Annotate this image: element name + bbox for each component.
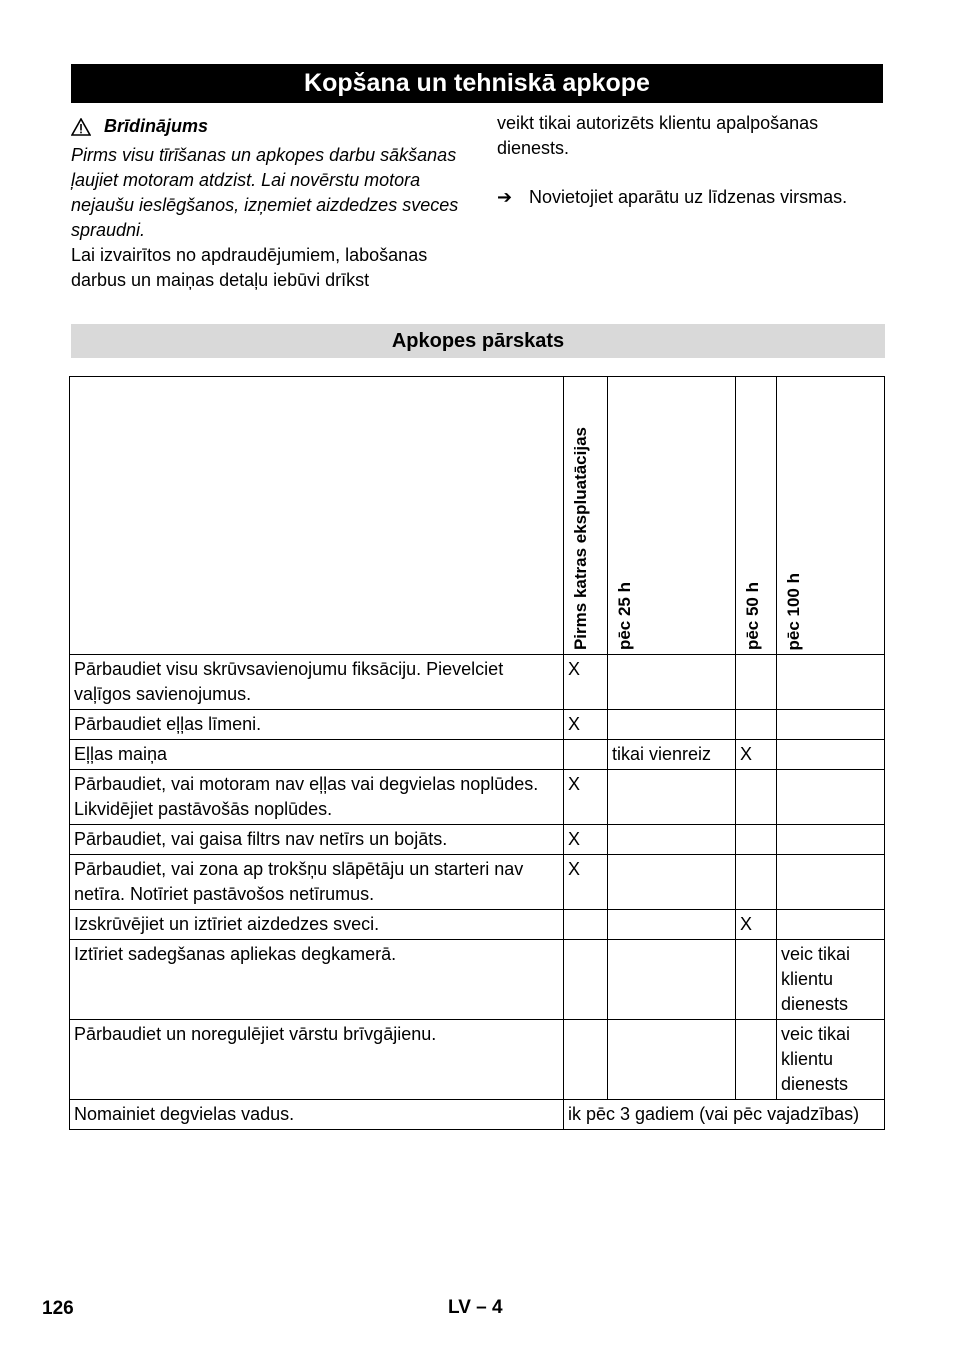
table-row bbox=[70, 855, 885, 910]
25h-cell bbox=[608, 655, 736, 710]
right-column bbox=[497, 111, 883, 210]
task-cell: Izskrūvējiet un iztīriet aizdedzes sveci. bbox=[70, 910, 564, 940]
task-cell: Pārbaudiet eļļas līmeni. bbox=[70, 710, 564, 740]
table-row bbox=[70, 655, 885, 710]
task-cell: Pārbaudiet visu skrūvsavienojumu fiksāciju. Pievelciet vaļīgos savienojumus. bbox=[70, 655, 564, 710]
page-number: 126 bbox=[42, 1298, 74, 1319]
warning-heading bbox=[71, 114, 466, 139]
100h-cell: veic tikai klientu dienests bbox=[777, 940, 885, 1020]
100h-cell bbox=[777, 655, 885, 710]
instruction-item bbox=[497, 185, 883, 210]
100h-cell bbox=[777, 910, 885, 940]
50h-cell bbox=[736, 1020, 777, 1100]
25h-cell bbox=[608, 710, 736, 740]
50h-cell bbox=[736, 940, 777, 1020]
warning-heading-text: Brīdinājums bbox=[104, 116, 209, 136]
50h-cell bbox=[736, 855, 777, 910]
section-title: Apkopes pārskats bbox=[71, 324, 885, 358]
table-row bbox=[70, 910, 885, 940]
table-row bbox=[70, 770, 885, 825]
task-cell: Eļļas maiņa bbox=[70, 740, 564, 770]
25h-cell bbox=[608, 910, 736, 940]
before-use-cell bbox=[564, 1020, 608, 1100]
arrow-right-icon: ➔ bbox=[497, 187, 513, 207]
100h-cell bbox=[777, 855, 885, 910]
100h-cell: veic tikai klientu dienests bbox=[777, 1020, 885, 1100]
25h-cell bbox=[608, 770, 736, 825]
100h-cell bbox=[777, 710, 885, 740]
50h-cell bbox=[736, 710, 777, 740]
warning-block bbox=[71, 114, 466, 293]
table-row bbox=[70, 940, 885, 1020]
task-cell: Pārbaudiet, vai zona ap trokšņu slāpētāju un starteri nav netīra. Notīriet pastāvošos netīrumus. bbox=[70, 855, 564, 910]
before-use-cell: X bbox=[564, 655, 608, 710]
maintenance-table bbox=[69, 376, 885, 1130]
warning-normal-text: Lai izvairītos no apdraudējumiem, labošanas darbus un maiņas detaļu iebūvi drīkst bbox=[71, 245, 428, 290]
instruction-text: Novietojiet aparātu uz līdzenas virsmas. bbox=[529, 187, 848, 207]
task-cell: Pārbaudiet, vai gaisa filtrs nav netīrs un bojāts. bbox=[70, 825, 564, 855]
before-use-cell bbox=[564, 940, 608, 1020]
header-25h: pēc 25 h bbox=[608, 377, 736, 655]
25h-cell bbox=[608, 940, 736, 1020]
before-use-cell bbox=[564, 740, 608, 770]
50h-cell: X bbox=[736, 910, 777, 940]
before-use-cell: X bbox=[564, 855, 608, 910]
page-title: Kopšana un tehniskā apkope bbox=[71, 64, 883, 103]
50h-cell bbox=[736, 655, 777, 710]
50h-cell: X bbox=[736, 740, 777, 770]
task-cell: Pārbaudiet un noregulējiet vārstu brīvgājienu. bbox=[70, 1020, 564, 1100]
table-row bbox=[70, 710, 885, 740]
before-use-cell: X bbox=[564, 825, 608, 855]
header-100h: pēc 100 h bbox=[777, 377, 885, 655]
task-cell: Pārbaudiet, vai motoram nav eļļas vai degvielas noplūdes. Likvidējiet pastāvošās noplūdes. bbox=[70, 770, 564, 825]
100h-cell bbox=[777, 770, 885, 825]
before-use-cell bbox=[564, 910, 608, 940]
table-header-row bbox=[70, 377, 885, 655]
warning-italic-text: Pirms visu tīrīšanas un apkopes darbu sākšanas ļaujiet motoram atdzist. Lai novērstu motora nejaušu ieslēgšanos, izņemiet aizdedzes sveces spraudni. bbox=[71, 145, 459, 240]
25h-cell: tikai vienreiz bbox=[608, 740, 736, 770]
header-task bbox=[70, 377, 564, 655]
25h-cell bbox=[608, 855, 736, 910]
50h-cell bbox=[736, 770, 777, 825]
warning-triangle-icon bbox=[71, 118, 91, 136]
table-row bbox=[70, 825, 885, 855]
before-use-cell: X bbox=[564, 770, 608, 825]
50h-cell bbox=[736, 825, 777, 855]
table-row bbox=[70, 1020, 885, 1100]
language-page-label: LV – 4 bbox=[448, 1297, 503, 1318]
warning-continued-text: veikt tikai autorizēts klientu apalpošanas dienests. bbox=[497, 113, 819, 158]
100h-cell bbox=[777, 825, 885, 855]
table-row bbox=[70, 740, 885, 770]
header-50h: pēc 50 h bbox=[736, 377, 777, 655]
table-row bbox=[70, 1100, 885, 1130]
task-cell: Nomainiet degvielas vadus. bbox=[70, 1100, 564, 1130]
before-use-cell: X bbox=[564, 710, 608, 740]
interval-cell: ik pēc 3 gadiem (vai pēc vajadzības) bbox=[564, 1100, 885, 1130]
task-cell: Iztīriet sadegšanas apliekas degkamerā. bbox=[70, 940, 564, 1020]
100h-cell bbox=[777, 740, 885, 770]
25h-cell bbox=[608, 1020, 736, 1100]
header-before-use: Pirms katras ekspluatācijas bbox=[564, 377, 608, 655]
25h-cell bbox=[608, 825, 736, 855]
